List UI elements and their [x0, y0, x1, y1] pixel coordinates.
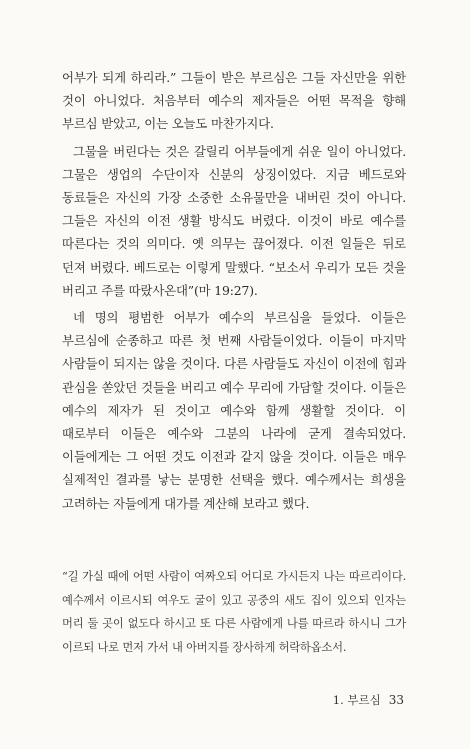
running-footer-section: 1. 부르심	[332, 693, 381, 707]
paragraph-1: 어부가 되게 하리라.” 그들이 받은 부르심은 그들 자신만을 위한 것이 아니었다. 처음부터 예수의 제자들은 어떤 목적을 향해 부르심 받았고, 이는 오늘도 마찬가지다.	[62, 70, 406, 132]
paragraph-3: 네 명의 평범한 어부가 예수의 부르심을 들었다. 이들은 부르심에 순종하고 따른 첫 번째 사람들이었다. 이들이 마지막 사람들이 되지는 않을 것이다. 다른 사람들도 자신이 이전에 힘과 관심을 쏟았던 것들을 버리고 예수 무리에 가담할 것이다. 이들은 예수의 제자가 된 것이고 예수와 함께 생활할 것이다. 이 때로부터 이들은 예수와 그분의 나라에 굳게 결속되었다. 이들에게는 그 어떤 것도 이전과 같지 않을 것이다. 이들은 매우 실제적인 결과를 낳는 분명한 선택을 했다. 예수께서는 희생을 고려하는 자들에게 대가를 계산해 보라고 했다.	[62, 310, 406, 511]
scripture-quote	[62, 565, 406, 659]
quote-paragraph: “길 가실 때에 어떤 사람이 여짜오되 어디로 가시든지 나는 따르리이다. 예수께서 이르시되 여우도 굴이 있고 공중의 새도 집이 있으되 인자는 머리 둘 곳이 없도다 하시고 또 다른 사람에게 나를 따르라 하시니 그가 이르되 나로 먼저 가서 내 아버지를 장사하게 허락하옵소서.	[62, 570, 406, 654]
paragraph-2: 그물을 버린다는 것은 갈릴리 어부들에게 쉬운 일이 아니었다. 그물은 생업의 수단이자 신분의 상징이었다. 지금 베드로와 동료들은 자신의 가장 소중한 소유물만을 내버린 것이 아니다. 그들은 자신의 이전 생활 방식도 버렸다. 이것이 바로 예수를 따른다는 것의 의미다. 옛 의무는 끊어졌다. 이전 일들은 뒤로 던져 버렸다. 베드로는 이렇게 말했다. “보소서 우리가 모든 것을 버리고 주를 따랐사온대”(마 19:27).	[62, 143, 406, 298]
page-footer	[333, 692, 404, 708]
page-number: 33	[388, 693, 404, 707]
body-text	[62, 66, 406, 515]
